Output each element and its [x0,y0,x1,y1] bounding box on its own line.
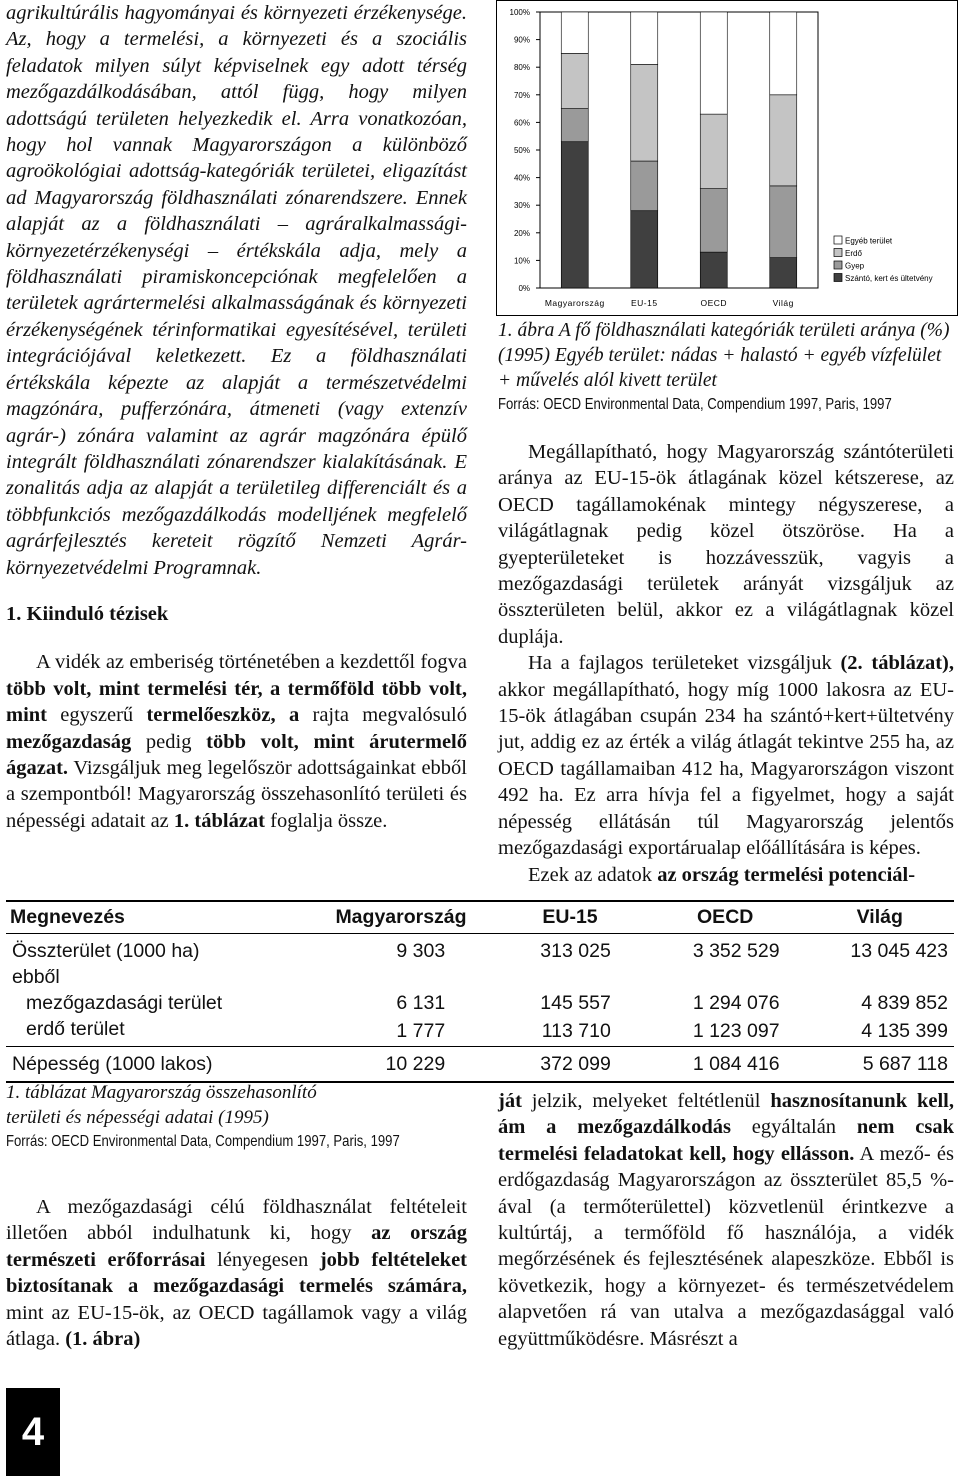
cell: 1 777 [396,1020,446,1042]
legend-swatch [834,249,842,257]
cell: 1 084 416 [645,1047,806,1083]
body-paragraph: Ha a fajlagos területeket vizsgáljuk (2. táblázat), akkor megállapítható, hogy míg 1000 lakosra az EU-15-ök átlagában csupán 234 ha szántó+kert+ültetvény jut, addig ez az érték a világ átlagát tekintve 255 ha, az OECD tagállamaiban 412 ha, Magyarországon viszont 492 ha. Ez arra hívja fel a figyelmet, hogy a saját népesség ellátásán túl Magyarország jelentős mezőgazdasági exportárualap előállítására is képes. [498,652,954,860]
table-header: EU-15 [495,901,645,934]
y-tick-label: 100% [509,8,530,17]
section-heading: 1. Kiinduló tézisek [6,602,169,625]
row-label: Összterület (1000 ha) [12,940,200,962]
y-tick-label: 60% [513,118,530,128]
legend-swatch [834,274,842,282]
body-paragraph: Ezek az adatok az ország termelési potenciál- [528,863,916,886]
x-tick-label: Magyarország [544,298,605,308]
table-header-row [6,901,954,934]
bar-segment [700,189,727,252]
y-tick-label: 10% [513,256,530,266]
legend-label: Gyep [845,261,865,271]
table-row [6,934,954,965]
table-header: OECD [645,901,806,934]
figure-source: Forrás: OECD Environmental Data, Compendium 1997, Paris, 1997 [498,396,892,413]
y-tick-label: 0% [518,284,530,293]
cell: 3 352 529 [692,940,780,962]
bar-segment [631,12,658,64]
row-label: mezőgazdasági terület [26,992,223,1014]
row-label: ebből [12,966,60,988]
left-column [6,0,467,834]
bar-segment [770,186,797,258]
left-lower-column [6,1080,467,1352]
body-paragraph: A vidék az emberiség történetében a kezdettől fogva több volt, mint termelési tér, a termőföld több volt, mint egyszerű termelőeszköz, a rajta megvalósuló mezőgazdaság pedig több volt, mint árutermelő ágazat. Vizsgáljuk meg legelőször adottságainkat ebből a szempontból! Magyarország összehasonlító területi és népességi adatait az 1. táblázat foglalja össze. [6,651,468,832]
table-1 [6,900,954,1083]
legend-label: Szántó, kert és ültetvény [845,274,933,283]
bar-segment [561,109,588,142]
row-label: Népesség (1000 lakos) [6,1047,307,1083]
bar-segment [561,12,588,53]
figure-caption: 1. ábra A fő földhasználati kategóriák területi aránya (%) (1995) Egyéb terület: nádas + halastó + egyéb vízfelület + művelés alól kivett terület [498,320,950,391]
x-tick-label: Világ [772,298,794,308]
y-tick-label: 30% [513,201,530,211]
bar-segment [770,95,797,186]
bar-segment [770,12,797,95]
bar-segment [700,252,727,288]
right-lower-column [498,1088,954,1352]
cell: 4 135 399 [861,1020,948,1042]
land-use-chart [496,0,958,316]
table-header: Magyarország [307,901,495,934]
legend-swatch [834,261,842,269]
cell: 6 131 [396,992,446,1014]
body-paragraph: Megállapítható, hogy Magyarország szántóterületi aránya az EU-15-ök átlagának közel kétszerese, az OECD tagállamokénak mintegy négyszerese, a világátlagnak pedig közel ötszöröse. Ha a gyepterületeket is hozzávesszük, vagyis a mezőgazdasági területek arányát vizsgáljuk az összterületen belül, akkor ez a világátlagnak közel duplája. [498,441,954,648]
legend-swatch [834,236,842,244]
table-header: Megnevezés [6,901,307,934]
table-source: Forrás: OECD Environmental Data, Compendium 1997, Paris, 1997 [6,1133,400,1150]
cell: 9 303 [396,940,446,962]
row-label: erdő terület [26,1018,125,1040]
y-tick-label: 40% [513,173,530,183]
bar-segment [631,161,658,211]
x-tick-label: EU-15 [630,298,658,308]
table-row [6,1047,954,1083]
table-row [6,964,954,990]
bar-segment [700,114,727,189]
y-tick-label: 90% [513,35,530,45]
page-number: 4 [6,1388,60,1476]
y-tick-label: 20% [513,228,530,238]
table-row [6,1016,954,1047]
cell: 5 687 118 [806,1047,954,1083]
cell: 313 025 [540,940,611,962]
table-row [6,990,954,1016]
table-caption: 1. táblázat Magyarország összehasonlító területi és népességi adatai (1995) [6,1082,317,1128]
cell: 10 229 [307,1047,495,1083]
cell: 113 710 [541,1020,611,1042]
y-tick-label: 50% [513,146,530,155]
bar-segment [631,211,658,288]
bar-segment [561,53,588,108]
legend-label: Erdő [845,249,862,258]
cell: 372 099 [495,1047,645,1083]
y-tick-label: 80% [513,63,530,73]
x-tick-label: OECD [700,298,728,308]
right-column [498,318,954,888]
body-paragraph: ját jelzik, melyeket feltétlenül hasznosítanunk kell, ám a mezőgazdálkodás egyáltalán nem csak termelési feladatokat kell, hogy ellásson. A mező- és erdőgazdaság Magyarországon az összterület 85,5 %-ával (a termőterülettel) közvetlenül érintkezve a kultúrtáj, a termőföld fő használója, a vidék megőrzésének és fejlesztésének alapeszköze. Ebből is következik, hogy a környezet- és természetvédelem alapvetően rá van utalva a mezőgazdasággal való együttműködésre. Másrészt a [498,1090,955,1350]
cell: 4 839 852 [861,992,948,1014]
bar-segment [561,142,588,288]
cell: 1 294 076 [692,992,780,1014]
y-tick-label: 70% [513,90,530,100]
cell: 1 123 097 [692,1020,780,1042]
bar-segment [631,64,658,161]
cell: 145 557 [540,992,611,1014]
body-paragraph: A mezőgazdasági célú földhasználat feltételeit illetően abból indulhatunk ki, hogy az ország természeti erőforrásai lényegesen jobb feltételeket biztosítanak a mezőgazdasági termelés számára, mint az EU-15-ök, az OECD tagállamok vagy a világ átlaga. (1. ábra) [6,1196,467,1351]
cell: 13 045 423 [850,940,948,962]
table-header: Világ [806,901,954,934]
bar-segment [700,12,727,114]
intro-paragraph: agrikultúrális hagyományai és környezeti érzékenysége. Az, hogy a termelési, a környezeti és a szociális feladatok milyen súlyt képviselnek egy adott térség mezőgazdálkodásában, attól függ, hogy milyen adottságú területen helyezkedik el. Arra vonatkozóan, hogy hol vannak Magyarországon a különböző agroökológiai adottság-kategóriák területei, eligazítást ad Magyarország földhasználati zónarendszere. Ennek alapját az a földhasználati – agráralkalmassági-környezetérzékenységi – értékskála adja, mely a földhasználati piramiskoncepciónak megfelelően a területek agrártermelési alkalmasságának és környezeti érzékenységének térinformatikai egyesítésével, területi integrációjával keletkezett. Ez a földhasználati értékskála képezte az alapját a természetvédelmi magzónára, pufferzónára, átmeneti (vagy extenzív agrár-) zónára valamint az agrár magzónára épülő integrált földhasználati zónarendszer kialakításának. E zonalitás adja az alapját a területileg differenciált és a többfunkciós mezőgazdálkodás modelljének megfelelő agrárfejlesztés kereteit rögzítő Nemzeti Agrár-környezetvédelmi Programnak. [6,2,467,579]
bar-segment [770,258,797,288]
legend-label: Egyéb terület [845,236,893,246]
